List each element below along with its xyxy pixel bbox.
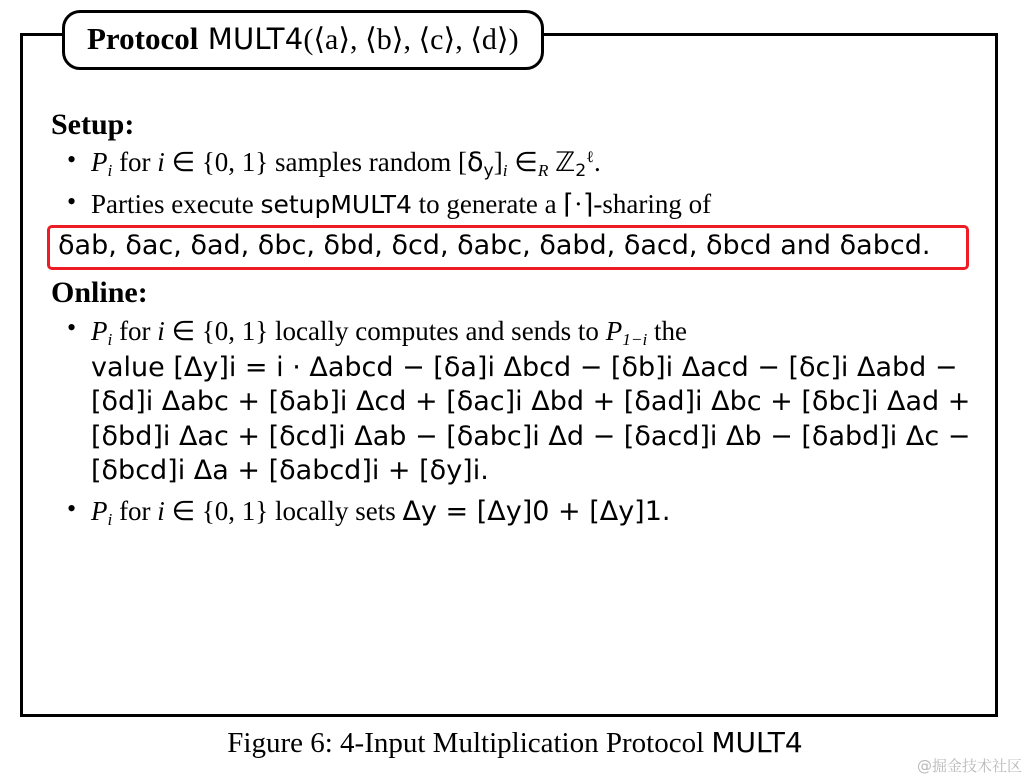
section-heading-online: Online: [51,275,148,309]
protocol-title-name: MULT4 [207,22,304,56]
online-bullet-2 [45,495,973,530]
protocol-content [23,36,995,536]
online-equation-line-2: [δd]i Δabc + [δab]i Δcd + [δac]i Δbd + [δad]i Δbc + [δbc]i Δad + [91,386,971,418]
setup-b1-text-a: for [112,147,158,177]
setup-b1-text-c: ] [493,147,503,177]
online-b1-text-a: for [112,315,158,346]
protocol-title-capsule [62,10,544,70]
setup-bullet-list [45,146,973,270]
setup-b1-idx: i [502,160,508,180]
online-bullet-list [45,314,973,530]
setup-b1-period: . [593,147,601,177]
setup-bullet-2 [45,188,973,270]
party-index: i [107,509,113,529]
online-b1-text-c: the [647,315,688,346]
online-equation-line-4: [δbcd]i Δa + [δabcd]i + [δy]i. [91,455,489,487]
setup-b2-text-b: to generate a ⌈·⌉-sharing of [411,189,712,220]
setup-b2-line [91,188,973,221]
section-heading-setup: Setup: [51,108,135,141]
party-index: i [107,329,113,349]
online-equation-line-3: [δbd]i Δac + [δcd]i Δab − [δabc]i Δd − [δacd]i Δb − [δabd]i Δc − [91,420,971,452]
protocol-box [20,33,998,717]
setup-b1-i: i [157,147,165,177]
caption-protocol-name: MULT4 [711,726,803,759]
caption-text: : 4-Input Multiplication Protocol [324,727,712,759]
online-b1-intro [91,314,973,351]
caption-label: Figure 6 [227,727,325,759]
watermark: @掘金技术社区 [916,757,1022,775]
party-1minus-i-symbol: P [605,315,623,346]
online-bullet-1 [45,314,973,489]
field-sup: ℓ [586,148,594,167]
online-b1-text-b: ∈ {0, 1} locally computes and sends to [164,315,606,346]
setup-bullet-1 [45,146,973,182]
delta-symbol: δ [466,147,484,178]
online-b1-i: i [157,315,165,346]
delta-subscript-y: y [483,160,494,181]
setup-b1-r-sub: R [537,160,549,180]
party-1minus-i-index: 1−i [622,329,648,349]
online-b2-text-b: ∈ {0, 1} locally sets [164,495,403,526]
setup-b1-text-d: ∈ [507,147,538,177]
party-symbol: P [91,147,108,177]
setup-b2-text-a: Parties execute [91,189,261,220]
online-equation-line-1: value [Δy]i = i · Δabcd − [δa]i Δbcd − [δb]i Δacd − [δc]i Δabd − [91,351,958,383]
highlighted-delta-list: δab, δac, δad, δbc, δbd, δcd, δabc, δabd, δacd, δbcd and δabcd. [47,225,969,269]
party-symbol: P [91,315,108,346]
party-index: i [107,160,113,180]
party-symbol: P [91,495,108,526]
field-sub: 2 [575,160,587,181]
protocol-title-args: (⟨a⟩, ⟨b⟩, ⟨c⟩, ⟨d⟩) [303,23,519,56]
online-b2-text-a: for [112,495,158,526]
online-b2-i: i [157,495,165,526]
setup-function-name: setupMULT4 [260,190,412,220]
online-b1-body [91,314,973,489]
protocol-title-keyword: Protocol [87,21,199,56]
setup-b1-text-b: ∈ {0, 1} samples random [ [164,147,467,177]
field-symbol: ℤ [555,147,576,177]
online-b2-equation: Δy = [Δy]0 + [Δy]1. [402,495,671,527]
figure-caption [0,726,1030,760]
